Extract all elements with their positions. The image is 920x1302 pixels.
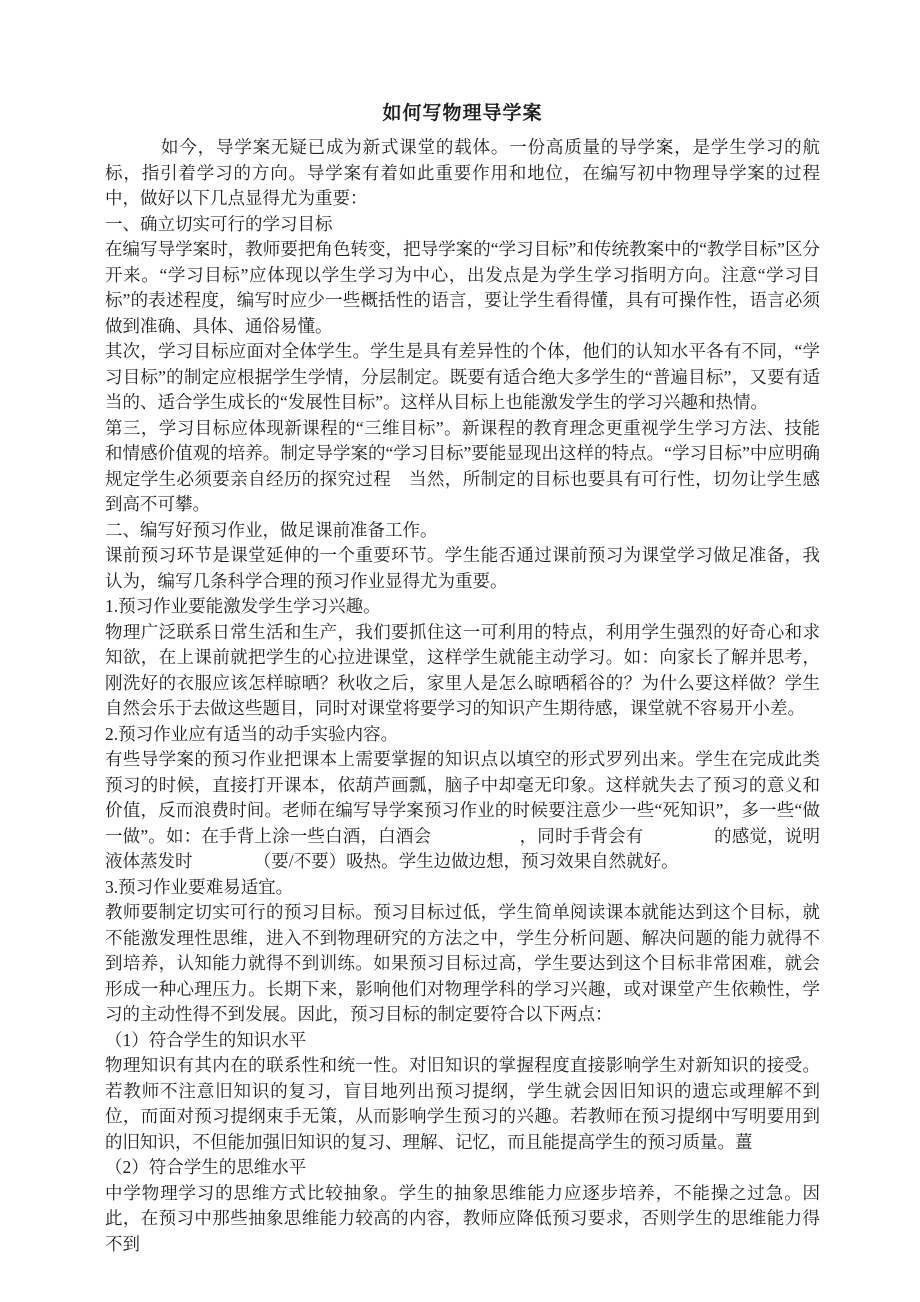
paragraph-abstract-thinking: 中学物理学习的思维方式比较抽象。学生的抽象思维能力应逐步培养，不能操之过急。因此，在预习中那些抽象思维能力较高的内容，教师应降低预习要求，否则学生的思维能力得不到 [105,1182,820,1254]
subheading-stimulate-interest: 1.预习作业要能激发学生学习兴趣。 [105,596,381,616]
paragraph-fill-blank-critique: 有些导学案的预习作业把课本上需要掌握的知识点以填空的形式罗列出来。学生在完成此类预习的时候，直接打开课本，依葫芦画瓢，脑子中却毫无印象。这样就失去了预习的意义和价值，反而浪费时间。老师在编写导学案预习作业的时候要注意少一些“死知识”，多一些“做一做”。如：在手背上涂一些白酒，白酒会 ，同时手背会有 的感觉，说明液体蒸发时 （要/不要）吸热。学生边做边想，预习效果自然就好。 [105,749,820,871]
paragraph-preview-goal-level: 教师要制定切实可行的预习目标。预习目标过低，学生简单阅读课本就能达到这个目标，就不能激发理性思维，进入不到物理研究的方法之中，学生分析问题、解决问题的能力就得不到培养，认知能力就得不到训练。如果预习目标过高，学生要达到这个目标非常困难，就会形成一种心理压力。长期下来，影响他们对物理学科的学习兴趣，或对课堂产生依赖性，学习的主动性得不到发展。因此，预习目标的制定要符合以下两点： [105,902,820,1024]
paragraph-three-dimensions: 第三，学习目标应体现新课程的“三维目标”。新课程的教育理念更重视学生学习方法、技能和情感价值观的培养。制定导学案的“学习目标”要能显现出这样的特点。“学习目标”中应明确规定学生必须要亲自经历的探究过程 当然，所制定的目标也要具有可行性，切勿让学生感到高不可攀。 [105,417,820,514]
subheading-difficulty-appropriate: 3.预习作业要难易适宜。 [105,876,294,897]
paragraph-old-knowledge-review: 物理知识有其内在的联系性和统一性。对旧知识的掌握程度直接影响学生对新知识的接受。若教师不注意旧知识的复习，盲目地列出预习提纲，学生就会因旧知识的遗忘或理解不到位，而面对预习提纲束手无策，从而影响学生预习的兴趣。若教师在预习提纲中写明要用到的旧知识，不但能加强旧知识的复习、理解、记忆，而且能提高学生的预习质量。薑 [105,1055,820,1152]
subheading-hands-on-experiment: 2.预习作业应有适当的动手实验内容。 [105,723,399,744]
paragraph-all-students: 其次，学习目标应面对全体学生。学生是具有差异性的个体，他们的认知水平各有不同，“学习目标”的制定应根据学生学情，分层制定。既要有适合绝大多学生的“普遍目标”，又要有适当的、适合学生成长的“发展性目标”。这样从目标上也能激发学生的学习兴趣和热情。 [105,341,820,412]
subheading-thinking-level: （2）符合学生的思维水平 [105,1157,307,1177]
subheading-knowledge-level: （1）符合学生的知识水平 [105,1029,307,1050]
paragraph-daily-life-examples: 物理广泛联系日常生活和生产，我们要抓住这一可利用的特点，利用学生强烈的好奇心和求知欲，在上课前就把学生的心拉进课堂，这样学生就能主动学习。如：向家长了解并思考，刚洗好的衣服应该怎样晾晒？秋收之后，家里人是怎么晾晒稻谷的？为什么要这样做？学生自然会乐于去做这些题目，同时对课堂将要学习的知识产生期待感，课堂就不容易开小差。 [105,621,820,718]
paragraph-intro: 如今，导学案无疑已成为新式课堂的载体。一份高质量的导学案，是学生学习的航标，指引着学习的方向。导学案有着如此重要作用和地位，在编写初中物理导学案的过程中，做好以下几点显得尤为重要： [105,137,820,208]
paragraph-preview-importance: 课前预习环节是课堂延伸的一个重要环节。学生能否通过课前预习为课堂学习做足准备，我认为，编写几条科学合理的预习作业显得尤为重要。 [105,545,820,591]
document-title: 如何写物理导学案 [382,103,543,124]
section-heading-learning-goals: 一、确立切实可行的学习目标 [105,213,333,234]
section-heading-preview-homework: 二、编写好预习作业，做足课前准备工作。 [105,519,438,540]
paragraph-role-change: 在编写导学案时，教师要把角色转变，把导学案的“学习目标”和传统教案中的“教学目标”区分开来。“学习目标”应体现以学生学习为中心，出发点是为学生学习指明方向。注意“学习目标”的表述程度，编写时应少一些概括性的语言，要让学生看得懂，具有可操作性，语言必须做到准确、具体、通俗易懂。 [105,239,820,336]
